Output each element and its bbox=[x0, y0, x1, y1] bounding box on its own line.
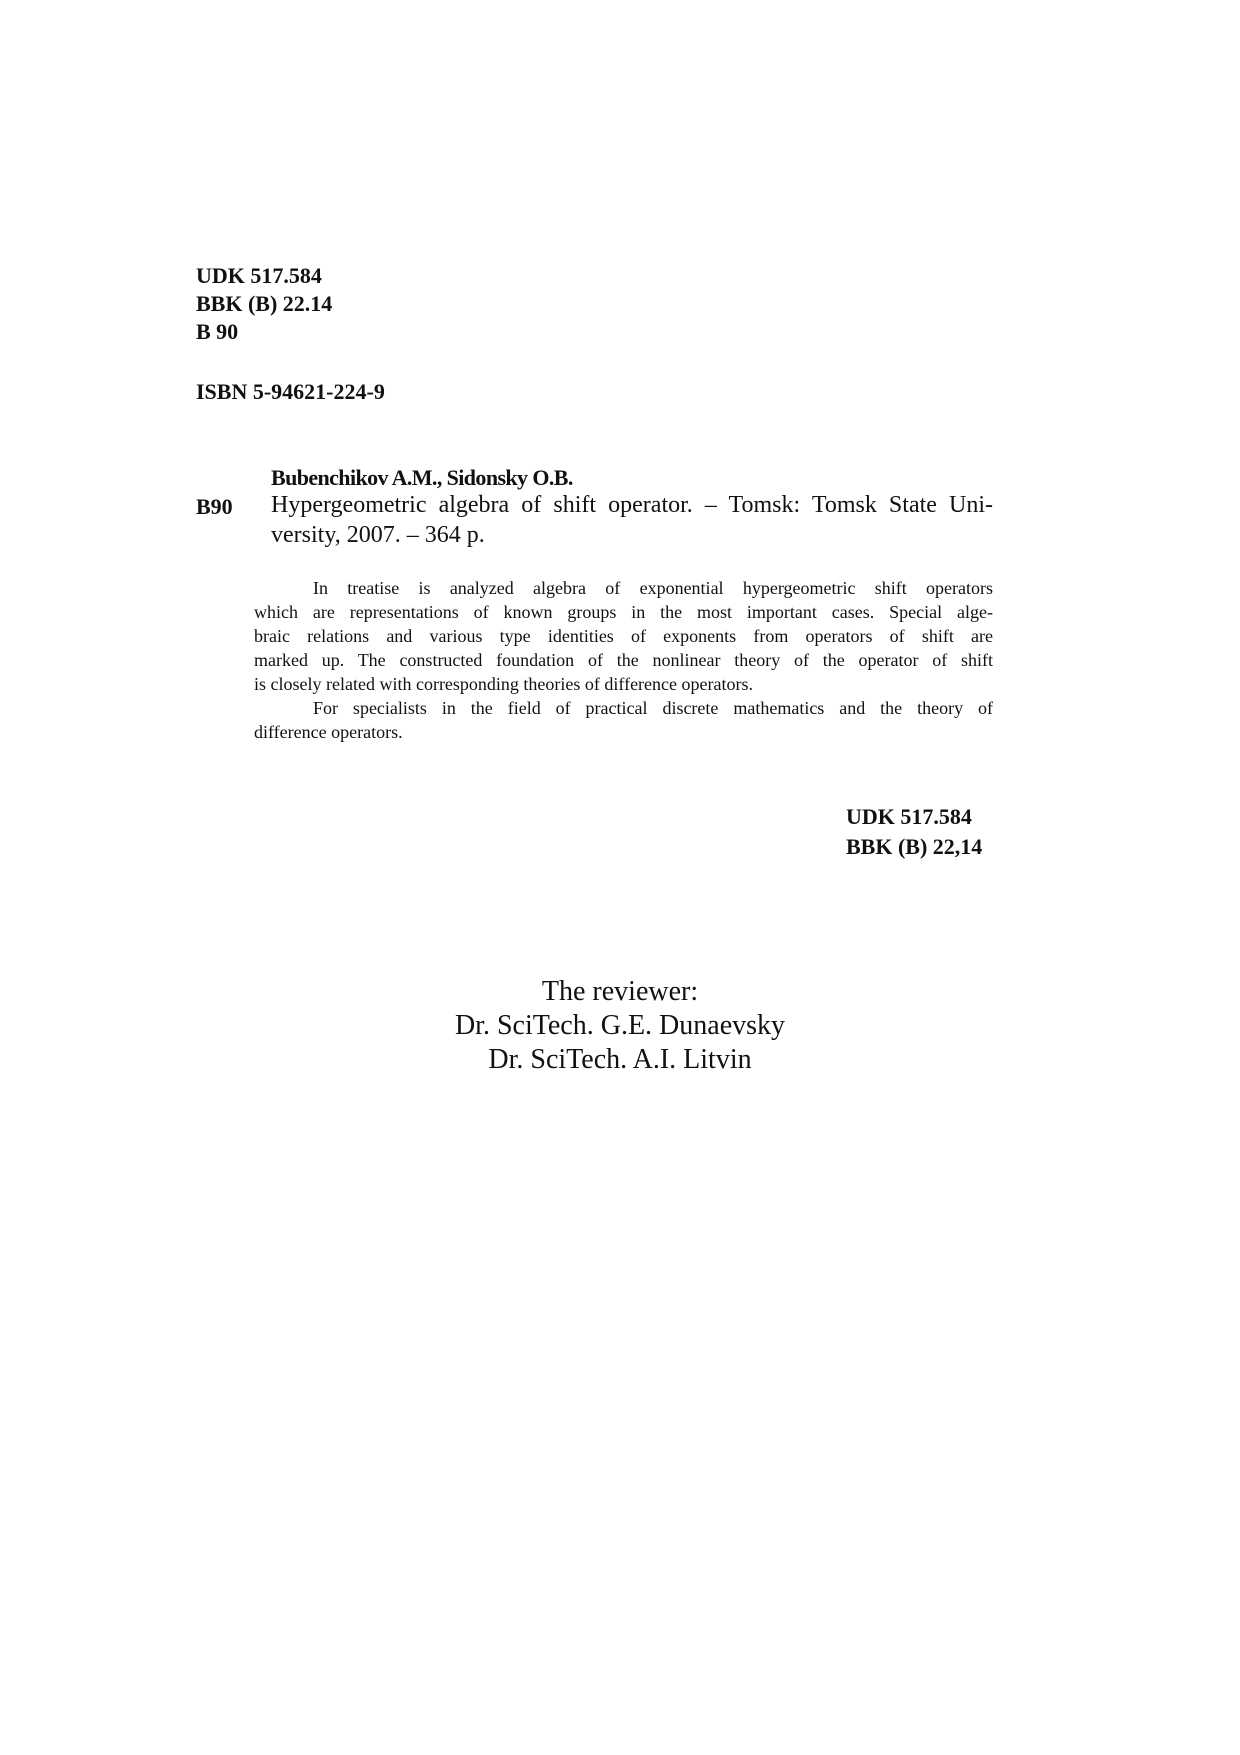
abstract-line: marked up. The constructed foundation of the nonlinear theory of the operator of shift bbox=[254, 650, 993, 670]
abstract-line: which are representations of known groups in the most important cases. Special alge- bbox=[254, 602, 993, 622]
reviewer-name: Dr. SciTech. G.E. Dunaevsky bbox=[454, 1010, 786, 1041]
reviewers bbox=[330, 975, 910, 1077]
reviewer-name: Dr. SciTech. A.I. Litvin bbox=[488, 1044, 752, 1075]
bbk-code: BBK (B) 22.14 bbox=[196, 291, 333, 316]
abstract-line: difference operators. bbox=[254, 722, 403, 742]
isbn: ISBN 5-94621-224-9 bbox=[196, 379, 385, 404]
catalog-code: B90 bbox=[196, 494, 233, 519]
abstract-line: In treatise is analyzed algebra of exponential hypergeometric shift operators bbox=[313, 578, 993, 598]
title-line-1: Hypergeometric algebra of shift operator. – Tomsk: Tomsk State Uni- bbox=[271, 492, 993, 518]
abstract-line: For specialists in the field of practical discrete mathematics and the theory of bbox=[313, 698, 993, 718]
udk-code-right: UDK 517.584 bbox=[846, 804, 972, 829]
udk-code: UDK 517.584 bbox=[196, 263, 322, 288]
title-line-2: versity, 2007. – 364 p. bbox=[271, 522, 485, 548]
author-mark: B 90 bbox=[196, 319, 239, 344]
abstract-line: braic relations and various type identities of exponents from operators of shift are bbox=[254, 626, 993, 646]
bbk-code-right: BBK (B) 22,14 bbox=[846, 834, 983, 859]
authors: Bubenchikov A.M., Sidonsky O.B. bbox=[271, 465, 573, 490]
classification-block bbox=[196, 262, 332, 346]
classification-right bbox=[846, 802, 982, 862]
abstract bbox=[254, 576, 993, 744]
reviewers-heading: The reviewer: bbox=[541, 976, 699, 1007]
abstract-line: is closely related with corresponding theories of difference operators. bbox=[254, 674, 753, 694]
